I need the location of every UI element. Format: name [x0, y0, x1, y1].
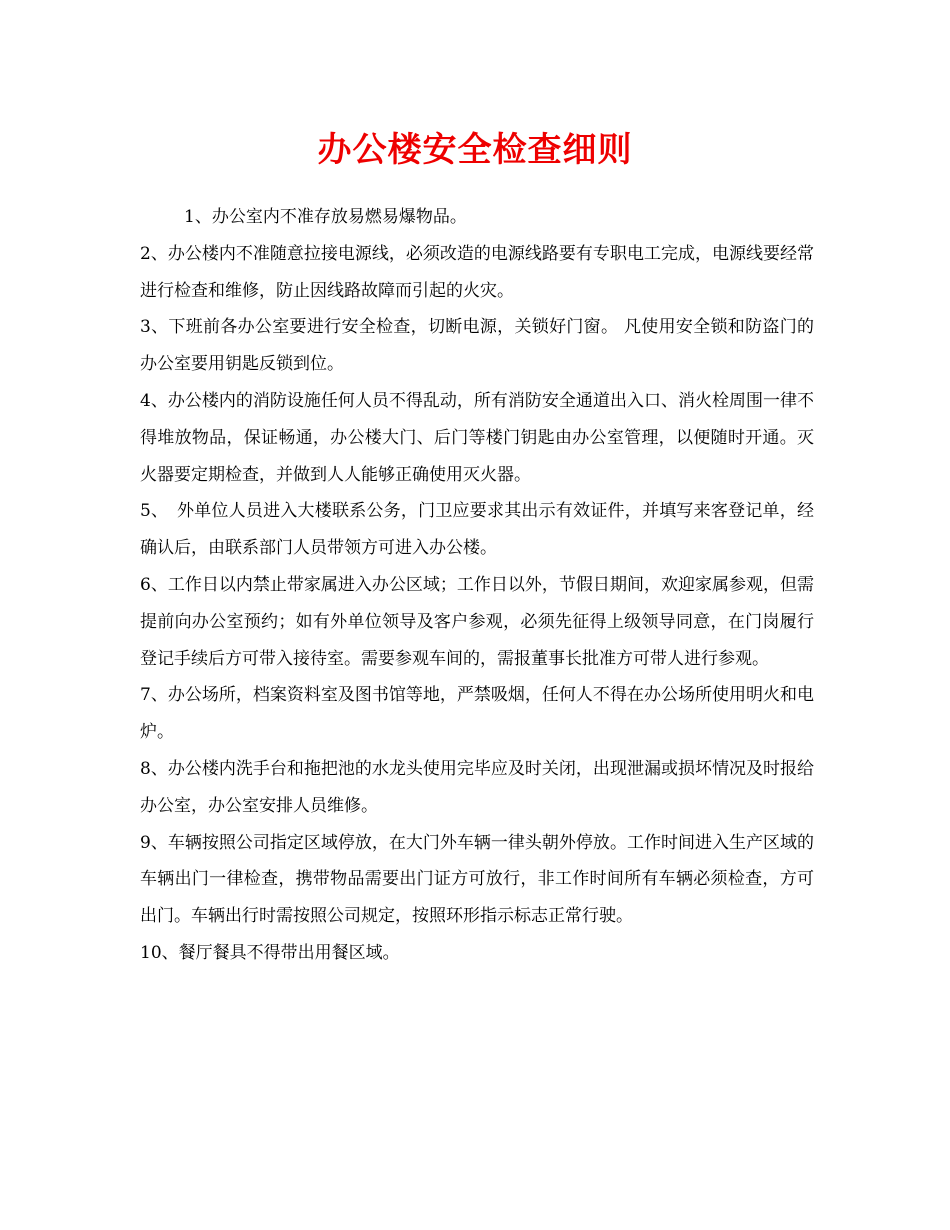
rule-paragraph-5: 5、 外单位人员进入大楼联系公务，门卫应要求其出示有效证件，并填写来客登记单，经确认后，由联系部门人员带领方可进入办公楼。 — [140, 501, 814, 559]
rule-paragraph-4: 4、办公楼内的消防设施任何人员不得乱动，所有消防安全通道出入口、消火栓周围一律不得堆放物品，保证畅通，办公楼大门、后门等楼门钥匙由办公室管理，以便随时开通。灭火器要定期检查，并做到人人能够正确使用灭火器。 — [140, 390, 814, 485]
rule-paragraph-9: 9、车辆按照公司指定区域停放，在大门外车辆一律头朝外停放。工作时间进入生产区域的车辆出门一律检查，携带物品需要出门证方可放行，非工作时间所有车辆必须检查，方可出门。车辆出行时需按照公司规定，按照环形指示标志正常行驶。 — [140, 832, 814, 927]
document-title: 办公楼安全检查细则 — [317, 130, 633, 170]
rule-paragraph-3: 3、下班前各办公室要进行安全检查，切断电源，关锁好门窗。 凡使用安全锁和防盗门的办公室要用钥匙反锁到位。 — [140, 317, 814, 375]
document-body — [140, 199, 814, 972]
rule-paragraph-8: 8、办公楼内洗手台和拖把池的水龙头使用完毕应及时关闭，出现泄漏或损坏情况及时报给办公室，办公室安排人员维修。 — [140, 758, 814, 816]
rule-paragraph-1: 1、办公室内不准存放易燃易爆物品。 — [184, 207, 467, 227]
rule-paragraph-6: 6、工作日以内禁止带家属进入办公区域；工作日以外，节假日期间，欢迎家属参观，但需提前向办公室预约；如有外单位领导及客户参观，必须先征得上级领导同意，在门岗履行登记手续后方可带入接待室。需要参观车间的，需报董事长批准方可带人进行参观。 — [140, 574, 814, 669]
rule-paragraph-7: 7、办公场所，档案资料室及图书馆等地，严禁吸烟，任何人不得在办公场所使用明火和电炉。 — [140, 685, 814, 743]
rule-paragraph-10: 10、餐厅餐具不得带出用餐区域。 — [140, 942, 400, 963]
rule-paragraph-2: 2、办公楼内不准随意拉接电源线，必须改造的电源线路要有专职电工完成，电源线要经常进行检查和维修，防止因线路故障而引起的火灾。 — [140, 243, 814, 301]
